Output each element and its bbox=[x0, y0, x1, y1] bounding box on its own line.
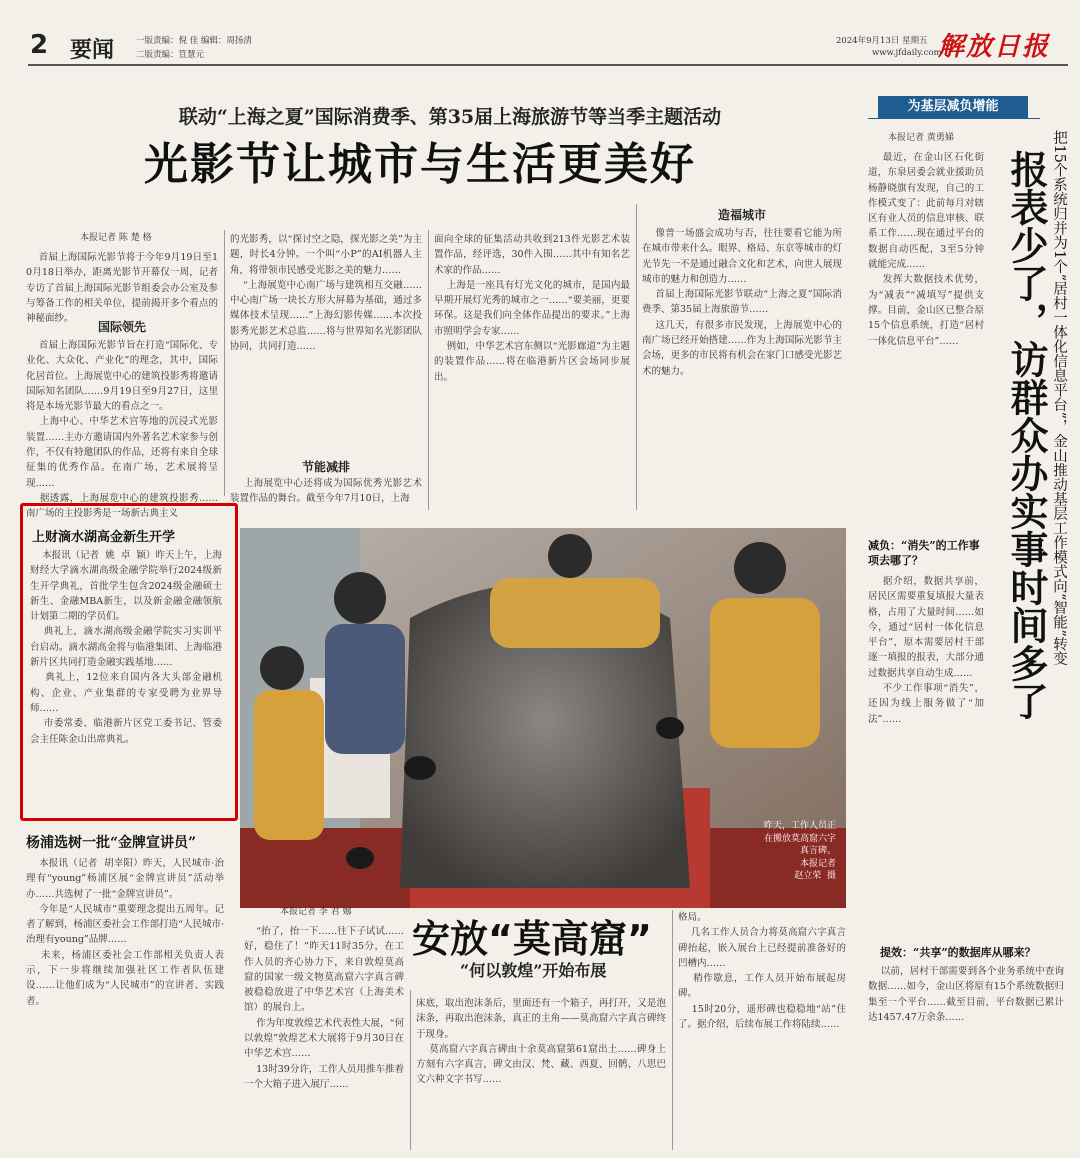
masthead-logo: 解放日报 bbox=[938, 32, 1051, 62]
right-body-1: 最近，在金山区石化街道，东泉居委会就业援助员杨静晓旗有发现，自己的工作模式变了：此前每月对辖区有业人员的信息审核、联系工作……现在通过平台的数据自动匹配，3至5分钟就能完成…… 发挥大数据技术优势，为“减表”“减填写”提供支撑。目前，金山区已整合原15个信息系统，打造“居村一体化信息平台”…… bbox=[868, 152, 984, 347]
feature-col2: 床底，取出泡沫条后，里面还有一个箱子，再打开，又是泡沫条，再取出泡沫条，真正的主角——莫高窟六字真言碑终于现身。 莫高窟六字真言碑由十余莫高窟第61窟出土……碑身上方刻有六字真言，碑文由汉、梵、藏、西夏、回鹘、八思巴文六种文字书写…… bbox=[416, 998, 666, 1086]
feature-col3: 格局。 几名工作人员合力将莫高窟六字真言碑抬起，嵌入展台上已经提前准备好的凹槽内…… 稍作歇息，工作人员开始布展起房碑。 15时20分，遥形碑也稳稳地“站”住了。据介绍，后续布展工作将陆续…… bbox=[678, 912, 846, 1031]
right-side-headline: 把15个系统归并为1个“居村一体化信息平台”，金山推动基层工作模式向“智能”转变 bbox=[1051, 130, 1067, 666]
lead-byline: 本报记者 陈 楚 格 bbox=[80, 233, 152, 243]
right-body-2: 据介绍，数据共享前，居民区需要重复填报大量表格，占用了大量时间……如今，通过“居村一体化信息平台”，原本需要居村干部逐一填报的报表，大部分通过数据共享自动生成…… 不少工作事项“消失”，还因为线上服务做了“加法”…… bbox=[868, 576, 984, 725]
lead-col3-body: 面向全球的征集活动共收到213件光影艺术装置作品，经评选，30件入围……其中有知名艺术家的作品…… 上海是一座具有灯光文化的城市，是国内最早期开展灯光秀的城市之一……“要美丽，更要环保。这是我们向全体作品提出的要求。”上海市照明学会专家…… 例如，中华艺术宫东侧以“光影廊道”为主题的装置作品……将在临港新片区会场同步展出。 bbox=[434, 234, 630, 383]
lead-col4-body: 像普一场盛会成功与否，往往要看它能为所在城市带来什么。眼界、格局、东京等城市的灯光节先一不是通过融合文化和艺术，向世人展现城市的魅力和创造力…… 首届上海国际光影节联动“上海之夏”国际消费季、第35届上海旅游节…… 这几天，有很多市民发现，上海展览中心的南广场已经开始搭建……作为上海国际光影节主会场，更多的市民将有机会在家门口感受光影艺术的魅力。 bbox=[642, 228, 842, 377]
editors-line-1: 一版责编：倪 佳 编辑：周扬清 bbox=[136, 36, 252, 46]
yangpu-story-body: 本报讯（记者 胡幸阳）昨天，人民城市·治理有“young”杨浦区展“金牌宣讲员”活动举办……共选树了一批“金牌宣讲员”。 今年是“人民城市”重要理念提出五周年。记者了解到，杨浦区委社会工作部打造“人民城市·治理有young”品牌…… 未来，杨浦区委社会工作部相关负责人表示，下一步将继续加强社区工作者队伍建设……让他们成为“人民城市”的宣讲者、实践者。 bbox=[26, 858, 224, 1007]
right-headline: 报表少了，访群众办实事时间多了 bbox=[1004, 150, 1048, 720]
right-body-2b bbox=[868, 810, 1064, 930]
lead-col1-subhead: 国际领先 bbox=[97, 320, 146, 334]
lead-col4-subhead: 造福城市 bbox=[717, 208, 766, 222]
right-byline: 本报记者 黄勇娣 bbox=[888, 133, 954, 143]
box-story-title: 上财滴水湖高金新生开学 bbox=[32, 530, 176, 545]
feature-col1: “抬了，抬一下……往下子试试……好，稳住了！”昨天11时35分，在工作人员的齐心协力下，来自敦煌莫高窟的国家一级文物莫高窟六字真言碑被稳稳放进了中华艺术宫（上海美术馆）的展台上。 作为年度敦煌艺术代表性大展，“何以敦煌”敦煌艺术大展将于9月30日在中华艺术宫…… 13时39分许，工作人员用推车推着一个大箱子进入展厅…… bbox=[244, 926, 404, 1090]
column-divider bbox=[636, 204, 637, 510]
right-subhead-1: 减负：“消失”的工作事项去哪了？ bbox=[868, 539, 980, 567]
lead-headline: 光影节让城市与生活更美好 bbox=[144, 139, 696, 190]
lead-col2-body: 的光影秀，以“探讨空之隐，探光影之美”为主题，时长4分钟。一个叫“小P”的AI机器人主角，将带领市民感受光影之美的魅力…… “上海展览中心南广场与建筑相互交融……中心南广场一块长方形大屏幕为基础，通过多媒体技术呈现……”上海幻影传媒……本次投影秀光影艺术总监……将与世界知名光影团队协同，共同打造…… bbox=[230, 234, 422, 353]
section-tag: 为基层减负增能 bbox=[878, 96, 1028, 118]
photo-caption: 昨天，工作人员正在搬放莫高窟六字真言碑。 本报记者 赵立荣 摄 bbox=[763, 821, 836, 881]
column-divider bbox=[410, 990, 411, 1150]
column-divider bbox=[428, 230, 429, 510]
column-divider bbox=[672, 910, 673, 1150]
tag-rule bbox=[868, 118, 1040, 119]
page-number: 2 bbox=[30, 30, 49, 60]
lead-col1-intro: 首届上海国际光影节将于今年9月19日至10月18日举办，距离光影节开幕仅一周，记者专访了首届上海国际光影节组委会办公室及参与筹备工作的相关单位，提前揭开多个看点的神秘面纱。 bbox=[26, 252, 218, 325]
feature-subtitle: “何以敦煌”开始布展 bbox=[460, 961, 607, 980]
feature-title: 安放“莫高窟” bbox=[412, 917, 652, 961]
issue-date: 2024年9月13日 星期五 bbox=[836, 36, 928, 46]
editors-line-2: 二版责编：笪慧元 bbox=[136, 50, 205, 60]
right-subhead-2: 提效：“共享”的数据库从哪来？ bbox=[880, 946, 1036, 959]
yangpu-story-title: 杨浦选树一批“金牌宣讲员” bbox=[26, 835, 197, 851]
box-story-body: 本报讯（记者 姚 卓 颖）昨天上午，上海财经大学滴水湖高级金融学院举行2024级新生开学典礼，首批学生包含2024级金融硕士新生、金融MBA新生，以及新金融金融领航计划第二期的学员们。 典礼上，滴水湖高级金融学院实习实训平台启动。滴水湖高金将与临港集团、上海临港新片区共同打造金融实践基地…… 典礼上，12位来自国内各大头部金融机构、企业、产业集群的专家受聘为业界导师…… 市委常委、临港新片区党工委书记、管委会主任陈金山出席典礼。 bbox=[30, 550, 222, 745]
feature-byline: 本报记者 李 君 娜 bbox=[280, 907, 352, 917]
website-url: www.jfdaily.com bbox=[872, 48, 942, 58]
lead-kicker: 联动“上海之夏”国际消费季、第35届上海旅游节等当季主题活动 bbox=[178, 106, 722, 128]
section-title: 要闻 bbox=[70, 38, 115, 63]
lead-col1-body: 首届上海国际光影节旨在打造“国际化、专业化、大众化、产业化”的理念，其中，国际化居首位。上海展览中心的建筑投影秀将邀请国际知名团队……9月19日至9月27日，这里将是本场光影节最大的看点之一。 上海中心、中华艺术宫等地的沉浸式光影装置……主办方邀请国内外著名艺术家参与创作，不仅有特邀团队的作品，还将有来自全球征集的优秀作品。在南广场，艺术展将呈现…… 据透露，上海展览中心的建筑投影秀……南广场的主投影秀是一场新古典主义 bbox=[26, 340, 218, 520]
column-divider bbox=[224, 230, 225, 496]
lead-col2-subhead: 节能减排 bbox=[301, 460, 350, 474]
right-body-3: 以前，居村干部需要到各个业务系统中查询数据……如今，金山区将原有15个系统数据归集至一个平台……截至目前，平台数据已累计达1457.47万余条…… bbox=[868, 966, 1064, 1023]
header-rule bbox=[28, 64, 1068, 66]
lead-col2-body2: 上海展览中心还将成为国际优秀光影艺术装置作品的舞台。截至今年7月10日，上海 bbox=[230, 478, 422, 505]
